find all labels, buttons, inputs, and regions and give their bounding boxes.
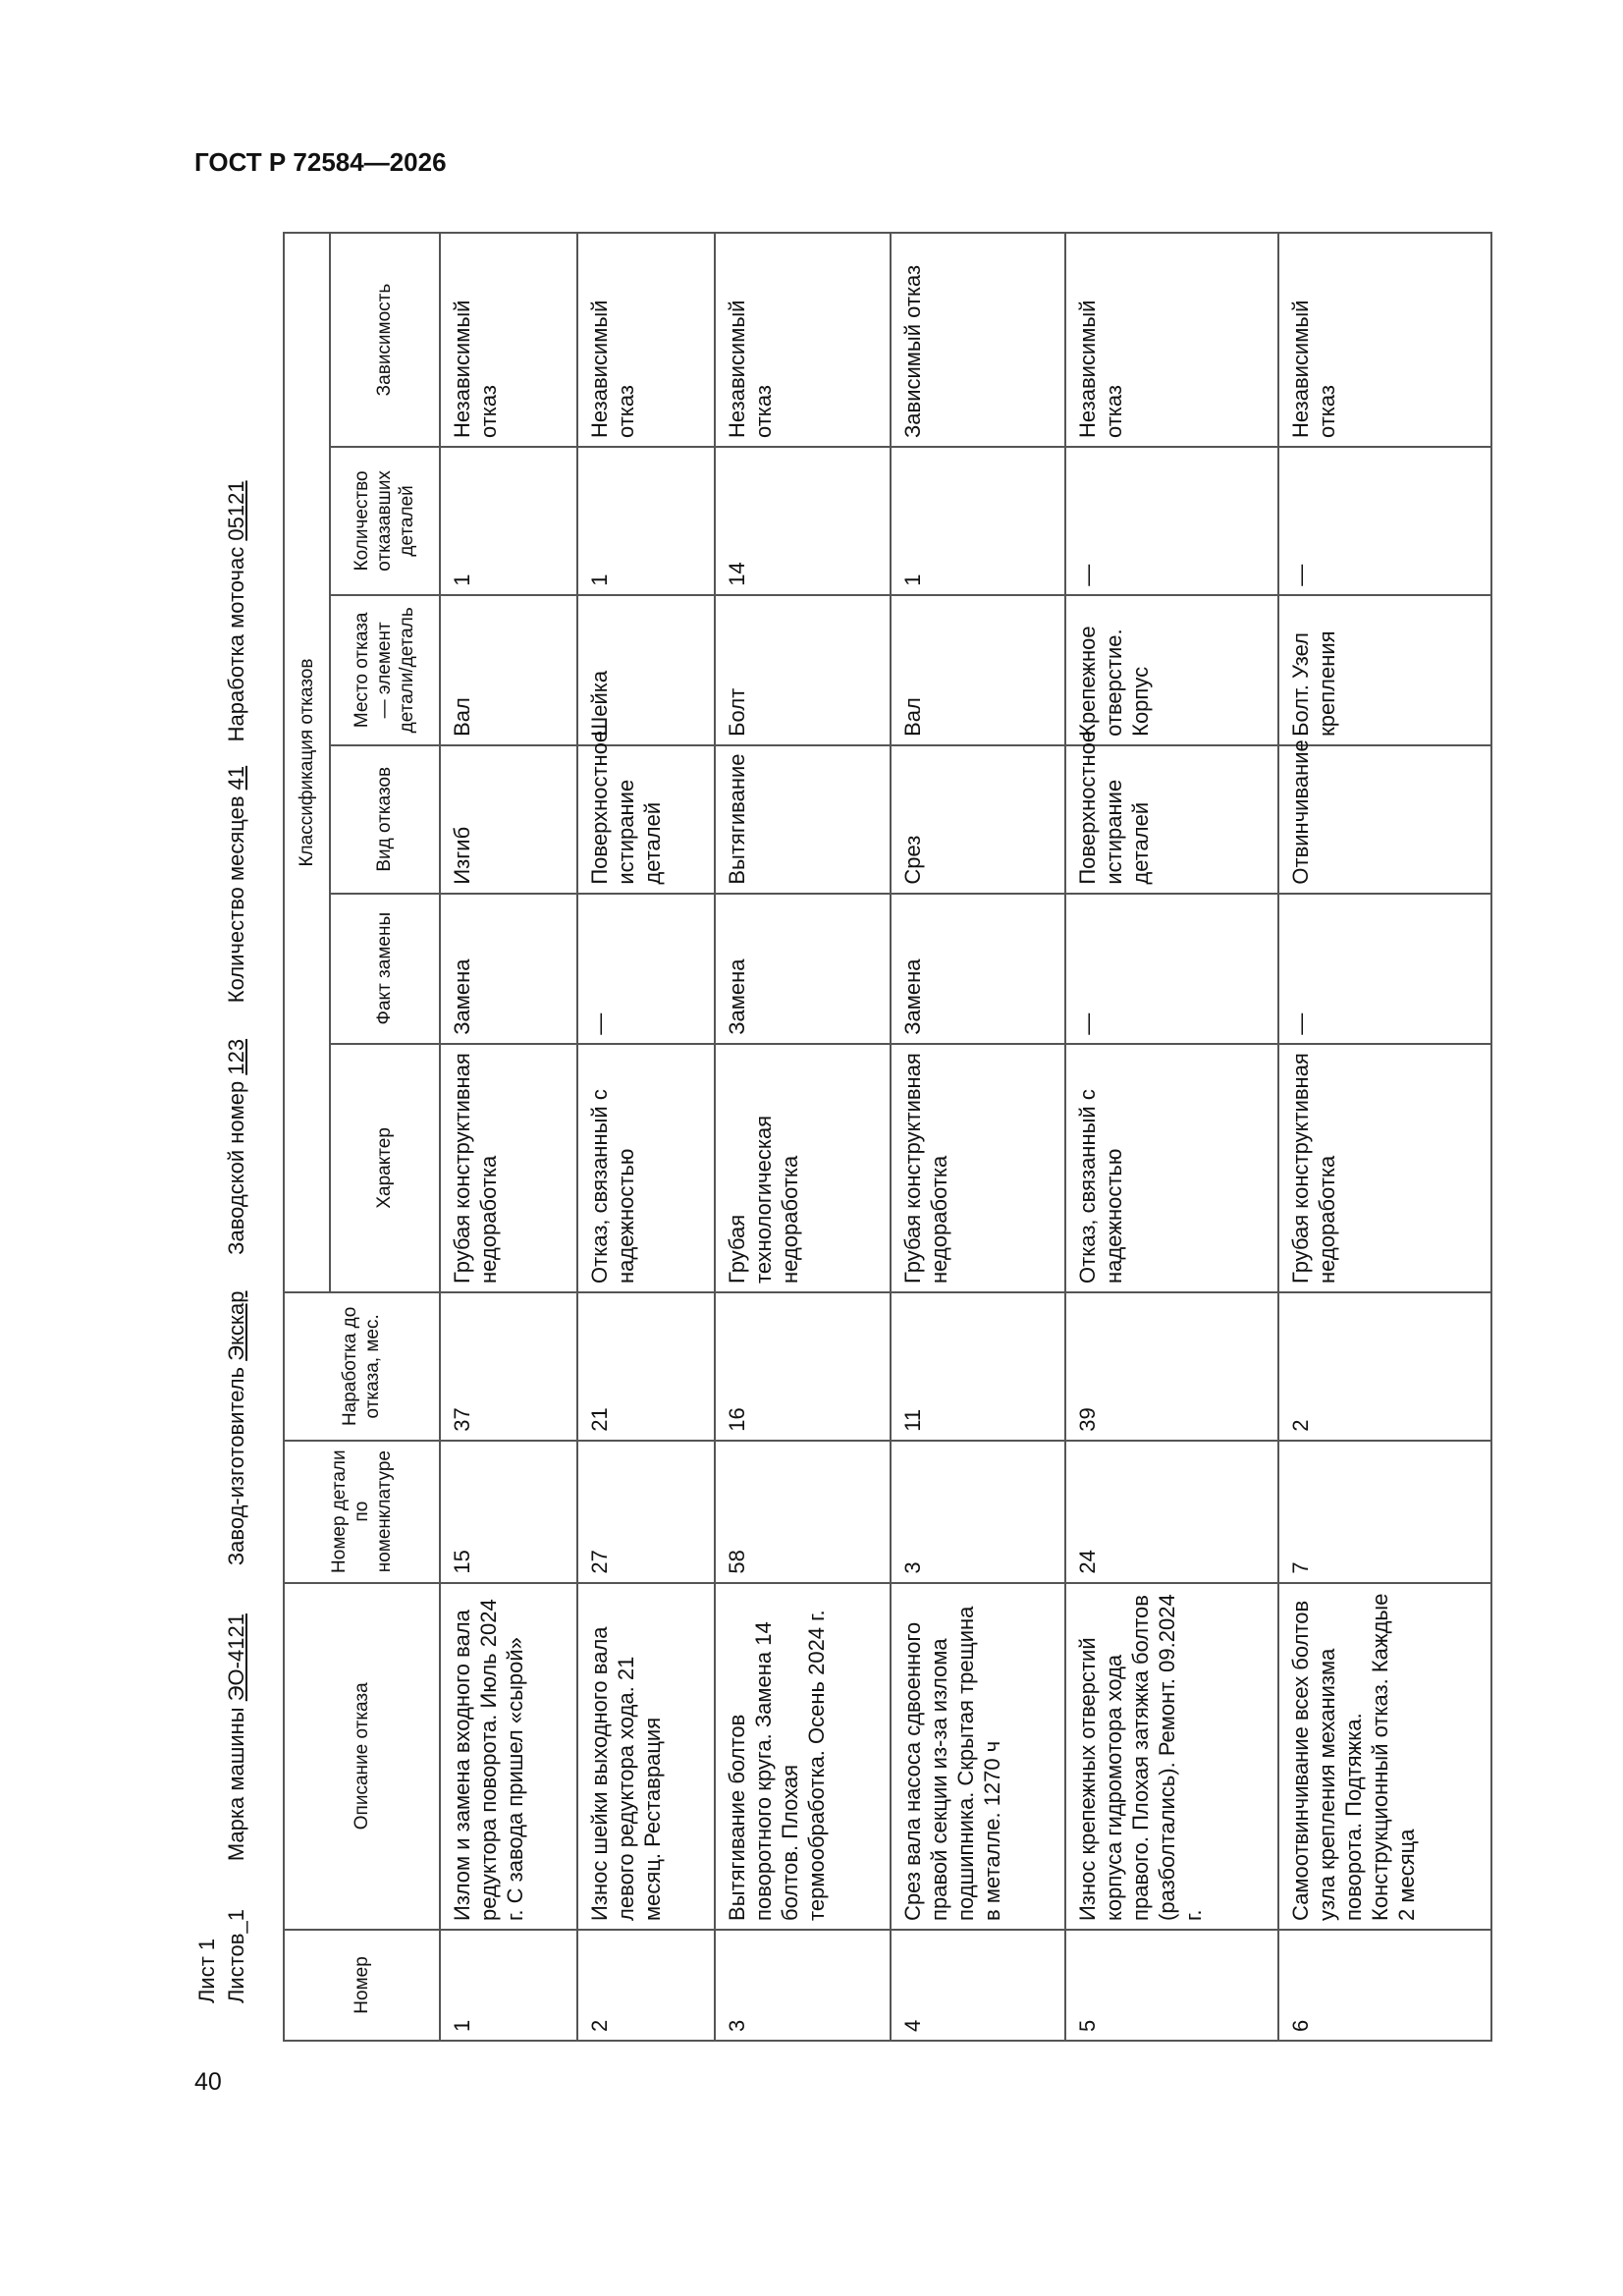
cell-dependency: Независимый отказ: [577, 233, 715, 447]
table-row: [1065, 233, 1278, 2041]
col-failure-type: Вид отказов: [330, 745, 440, 894]
cell-description: Срез вала насоса сдвоенного правой секции из-за излома подшипника. Скрытая трещина в металле. 1270 ч: [891, 1583, 1066, 1930]
cell-character: Отказ, связанный с надежностью: [577, 1044, 715, 1292]
cell-location: Болт. Узел крепления: [1278, 595, 1491, 745]
col-failed-count: Количество отказавших деталей: [330, 447, 440, 595]
col-part-number: Номер детали по номенклатуре: [284, 1441, 440, 1583]
cell-time-to-failure: 21: [577, 1292, 715, 1441]
cell-replacement: —: [1278, 894, 1491, 1044]
sheet-label: Лист 1: [194, 1938, 219, 2003]
cell-failure-type: Вытягивание: [715, 745, 891, 894]
cell-character: Грубая конструктивная недоработка: [1278, 1044, 1491, 1292]
cell-failed-count: 1: [577, 447, 715, 595]
cell-failure-type: Поверхностное истирание деталей: [1065, 745, 1278, 894]
table-row: [440, 233, 577, 2041]
months-label: Количество месяцев: [224, 795, 248, 1004]
col-character: Характер: [330, 1044, 440, 1292]
cell-replacement: Замена: [715, 894, 891, 1044]
cell-replacement: —: [577, 894, 715, 1044]
cell-time-to-failure: 37: [440, 1292, 577, 1441]
cell-failure-type: Отвинчивание: [1278, 745, 1491, 894]
cell-part-number: 58: [715, 1441, 891, 1583]
cell-number: 5: [1065, 1930, 1278, 2041]
cell-character: Грубая конструктивная недоработка: [891, 1044, 1066, 1292]
cell-dependency: Зависимый отказ: [891, 233, 1066, 447]
cell-part-number: 3: [891, 1441, 1066, 1583]
header-row-main: [222, 334, 251, 2003]
maker-value: Экскар: [224, 1290, 248, 1361]
col-dependency: Зависимость: [330, 233, 440, 447]
cell-number: 3: [715, 1930, 891, 2041]
cell-part-number: 24: [1065, 1441, 1278, 1583]
header-row-top: [284, 233, 330, 2041]
serial-value: 123: [224, 1038, 248, 1075]
col-number: Номер: [284, 1930, 440, 2041]
cell-location: Болт: [715, 595, 891, 745]
col-location: Место отказа — элемент детали/деталь: [330, 595, 440, 745]
cell-location: Шейка: [577, 595, 715, 745]
cell-dependency: Независимый отказ: [1065, 233, 1278, 447]
machine-label: Марка машины: [224, 1707, 248, 1862]
table-row: [1278, 233, 1491, 2041]
cell-description: Вытягивание болтов поворотного круга. Замена 14 болтов. Плохая термообработка. Осень 2024 г.: [715, 1583, 891, 1930]
table-row: [715, 233, 891, 2041]
cell-time-to-failure: 16: [715, 1292, 891, 1441]
cell-character: Грубая конструктивная недоработка: [440, 1044, 577, 1292]
cell-time-to-failure: 11: [891, 1292, 1066, 1441]
col-description: Описание отказа: [284, 1583, 440, 1930]
cell-dependency: Независимый отказ: [440, 233, 577, 447]
cell-failed-count: —: [1278, 447, 1491, 595]
cell-failed-count: —: [1065, 447, 1278, 595]
cell-dependency: Независимый отказ: [715, 233, 891, 447]
serial-label: Заводской номер: [224, 1080, 248, 1255]
cell-number: 4: [891, 1930, 1066, 2041]
cell-failure-type: Срез: [891, 745, 1066, 894]
cell-failure-type: Изгиб: [440, 745, 577, 894]
cell-part-number: 27: [577, 1441, 715, 1583]
cell-part-number: 15: [440, 1441, 577, 1583]
sheets-label: Листов_1: [224, 1909, 248, 2003]
cell-time-to-failure: 39: [1065, 1292, 1278, 1441]
table-row: [577, 233, 715, 2041]
form-header: [192, 334, 281, 2003]
col-replacement: Факт замены: [330, 894, 440, 1044]
cell-description: Износ шейки выходного вала левого редуктора хода. 21 месяц. Реставрация: [577, 1583, 715, 1930]
hours-label: Наработка моточас: [224, 546, 248, 742]
months-value: 41: [224, 765, 248, 791]
cell-failed-count: 14: [715, 447, 891, 595]
cell-part-number: 7: [1278, 1441, 1491, 1583]
cell-character: Отказ, связанный с надежностью: [1065, 1044, 1278, 1292]
maker-label: Завод-изготовитель: [224, 1366, 248, 1566]
cell-number: 2: [577, 1930, 715, 2041]
cell-character: Грубая технологическая недоработка: [715, 1044, 891, 1292]
header-row-sheet: [192, 334, 222, 2003]
col-time-to-failure: Наработка до отказа, мес.: [284, 1292, 440, 1441]
cell-location: Крепежное отверстие. Корпус: [1065, 595, 1278, 745]
cell-replacement: —: [1065, 894, 1278, 1044]
cell-description: Самоотвинчивание всех болтов узла крепления механизма поворота. Подтяжка. Конструкционный отказ. Каждые 2 месяца: [1278, 1583, 1491, 1930]
cell-number: 1: [440, 1930, 577, 2041]
cell-failed-count: 1: [891, 447, 1066, 595]
col-classification: Классификация отказов: [284, 233, 330, 1292]
cell-location: Вал: [891, 595, 1066, 745]
cell-dependency: Независимый отказ: [1278, 233, 1491, 447]
cell-failure-type: Поверхностное истирание деталей: [577, 745, 715, 894]
cell-replacement: Замена: [891, 894, 1066, 1044]
cell-description: Износ крепежных отверстий корпуса гидромотора хода правого. Плохая затяжка болтов (разболтались). Ремонт. 09.2024 г.: [1065, 1583, 1278, 1930]
document-code: ГОСТ Р 72584—2026: [194, 147, 447, 177]
cell-time-to-failure: 2: [1278, 1292, 1491, 1441]
hours-value: 05121: [224, 480, 248, 541]
cell-description: Излом и замена входного вала редуктора поворота. Июль 2024 г. С завода пришел «сырой»: [440, 1583, 577, 1930]
failures-table: [283, 232, 1492, 2042]
table-row: [891, 233, 1066, 2041]
cell-location: Вал: [440, 595, 577, 745]
machine-value: ЭО-4121: [224, 1613, 248, 1702]
cell-failed-count: 1: [440, 447, 577, 595]
cell-number: 6: [1278, 1930, 1491, 2041]
failures-table-wrap: [283, 232, 1492, 2042]
page-number: 40: [194, 2068, 222, 2096]
cell-replacement: Замена: [440, 894, 577, 1044]
